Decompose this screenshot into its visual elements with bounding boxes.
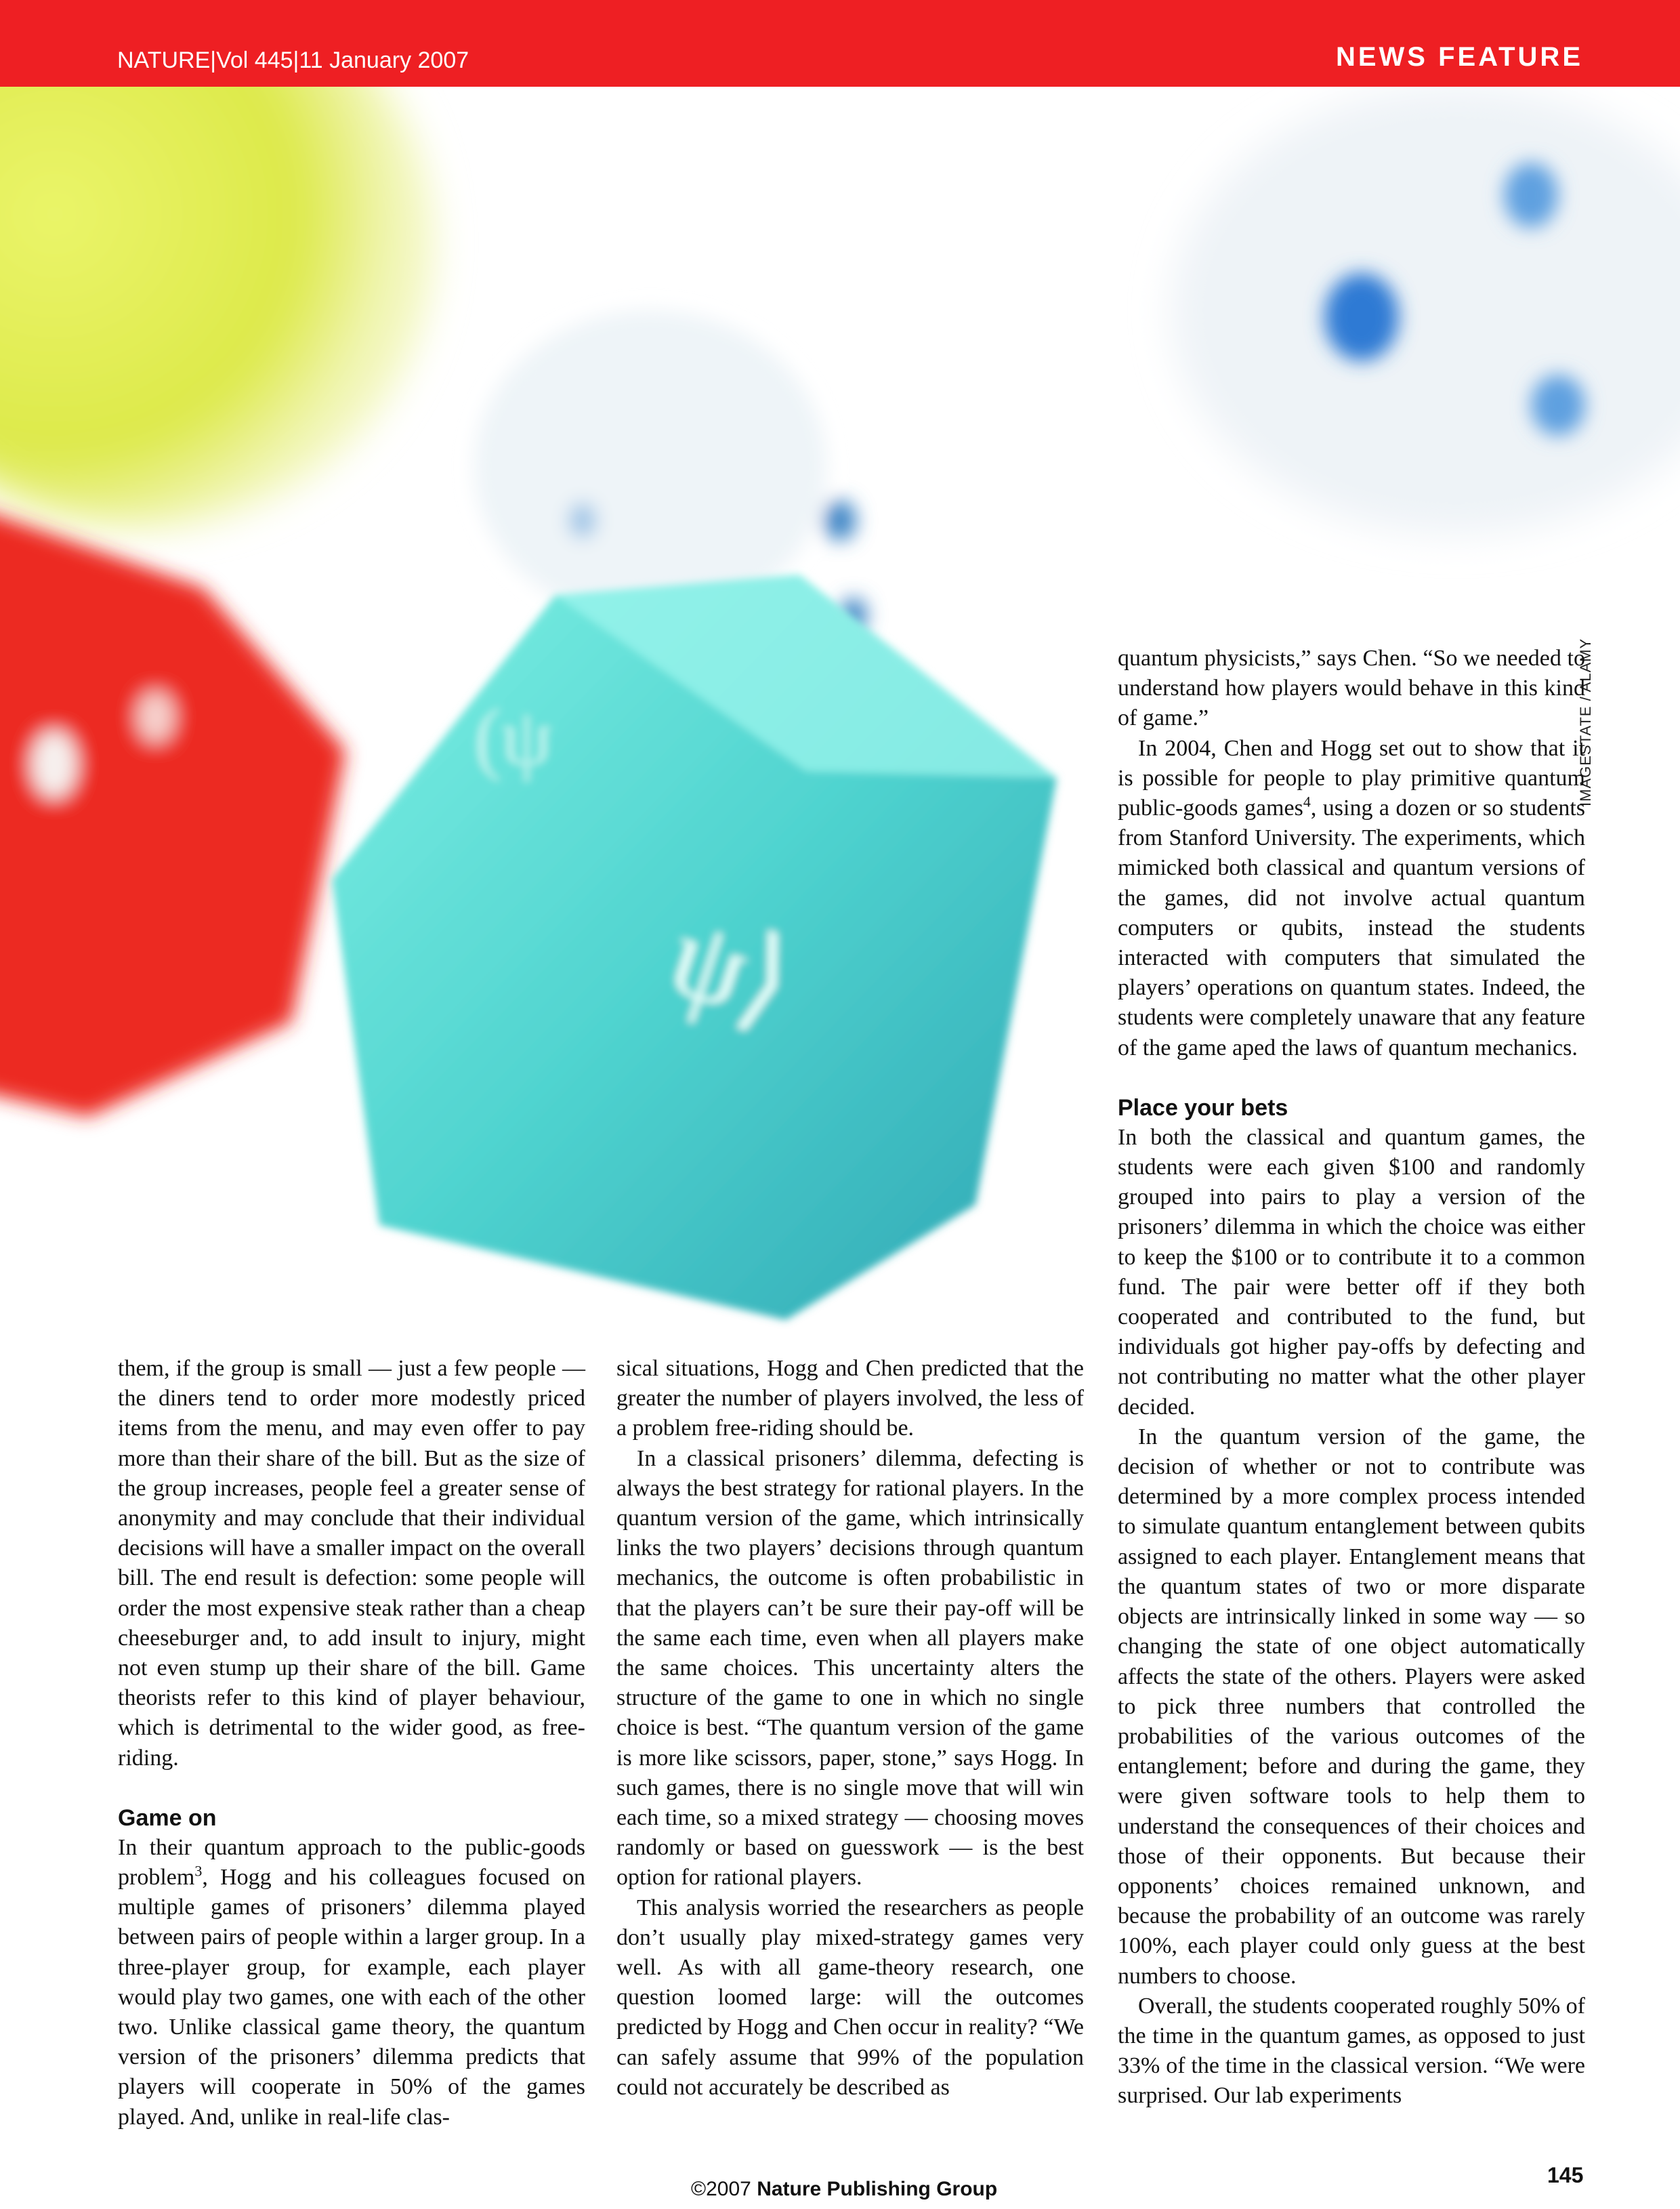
header-banner xyxy=(0,0,1680,87)
col3-paragraph-1: quantum physicists,” says Chen. “So we needed to understand how players would behave in this kind of game.” xyxy=(1118,646,1585,731)
col1-paragraph-2: In their quantum approach to the public-goods problem$^3$, Hogg and his colleagues focused on multiple games of prisoners’ dilemma played between pairs of people within a larger group. In a three-player group, for example, each player would play two games, one with each of the other two. Unlike classical game theory, the quantum version of the prisoners’ dilemma predicts that players will cooperate in 50% of the games played. And, unlike in real-life clas- xyxy=(118,1834,585,2130)
red-die xyxy=(0,507,345,1117)
reference-3: 3 xyxy=(194,1862,203,1880)
column-1 xyxy=(118,1354,585,2132)
yellow-die xyxy=(0,87,434,527)
teal-die xyxy=(332,575,1057,1320)
col1-paragraph-1: them, if the group is small — just a few people — the diners tend to order more modestly priced items from the menu, and may even offer to pay more than their share of the bill. But as the size of the group increases, people feel a greater sense of anonymity and may conclude that their individual decisions will have a smaller impact on the overall bill. The end result is defection: some people will order the most expensive steak rather than a cheap cheeseburger and, to add insult to injury, might not even stump up their share of the bill. Game theorists refer to this kind of player behaviour, which is detrimental to the wider good, as free-riding. xyxy=(118,1356,585,1771)
section-title: NEWS FEATURE xyxy=(1335,42,1583,72)
copyright-line: ©2007 Nature Publishing Group xyxy=(691,2178,998,2200)
heading-place-your-bets: Place your bets xyxy=(1118,1094,1288,1121)
col3-paragraph-3: In both the classical and quantum games, the students were each given $100 and randomly grouped into pairs to play a version of the prisoners’ dilemma in which the choice was either to keep the $100 or to contribute it to a common fund. The pair were better off if they both cooperated and contributed to the fund, but individuals got higher pay-offs by defecting and not contributing no matter what the other player decided. xyxy=(1118,1124,1585,1420)
journal-issue: NATURE|Vol 445|11 January 2007 xyxy=(117,47,469,73)
col3-paragraph-4: In the quantum version of the game, the decision of whether or not to contribute was determined by a more complex process intended to simulate quantum entanglement between qubits assigned to each player. Entanglement means that the quantum states of two or more disparate objects are intrinsically linked in some way — so changing the state of one object automatically affects the state of the others. Players were asked to pick three numbers that controlled the probabilities of the various outcomes of the entanglement; before and during the game, they were given software tools to help them to understand the consequences of their choices and those of their opponents. But because their opponents’ choices remained unknown, and because the probability of an outcome was rarely 100%, each player could only guess at the best numbers to choose. xyxy=(1118,1424,1585,1989)
svg-text:(ψ: (ψ xyxy=(474,692,553,782)
white-die-top-right xyxy=(1172,87,1680,534)
photo-credit: IMAGESTATE / ALAMY xyxy=(1577,638,1594,806)
col2-paragraph-3: This analysis worried the researchers as people don’t usually play mixed-strategy games very well. As with all game-theory research, one question loomed large: will the outcomes predicted by Hogg and Chen occur in reality? “We can safely assume that 99% of the population could not accurately be described as xyxy=(616,1895,1084,2100)
reference-4: 4 xyxy=(1303,793,1311,810)
col3-paragraph-2: In 2004, Chen and Hogg set out to show that it is possible for people to play primitive quantum public-goods games$^4$, using a dozen or so students from Stanford University. The experiments, which mimicked both classical and quantum versions of the games, did not involve actual quantum computers or qubits, instead the students interacted with computers that simulated the players’ operations on quantum states. Indeed, the students were completely unaware that any feature of the game aped the laws of quantum mechanics. xyxy=(1118,735,1586,1060)
column-3 xyxy=(1118,644,1585,2111)
page-number: 145 xyxy=(1547,2163,1584,2187)
col3-paragraph-5: Overall, the students cooperated roughly 50% of the time in the quantum games, as opposed to just 33% of the time in the classical version. “We were surprised. Our lab experiments xyxy=(1118,1993,1585,2109)
col2-paragraph-2: In a classical prisoners’ dilemma, defecting is always the best strategy for rational players. In the quantum version of the game, which intrinsically links the two players’ decisions through quantum mechanics, the outcome is often probabilistic in that the players can’t be sure their pay-off will be the same each time, even when all players make the same choices. This uncertainty alters the structure of the game to one in which no single choice is best. “The quantum version of the game is more like scissors, paper, stone,” says Hogg. In such games, there is no single move that will win each time, so a mixed strategy — choosing moves randomly or based on guesswork — is the best option for rational players. xyxy=(616,1445,1084,1891)
column-2 xyxy=(616,1354,1084,2103)
col2-paragraph-1: sical situations, Hogg and Chen predicted that the greater the number of players involved, the less of a problem free-riding should be. xyxy=(616,1356,1084,1441)
svg-text:ψ⟩: ψ⟩ xyxy=(656,890,807,1048)
heading-game-on: Game on xyxy=(118,1804,217,1831)
